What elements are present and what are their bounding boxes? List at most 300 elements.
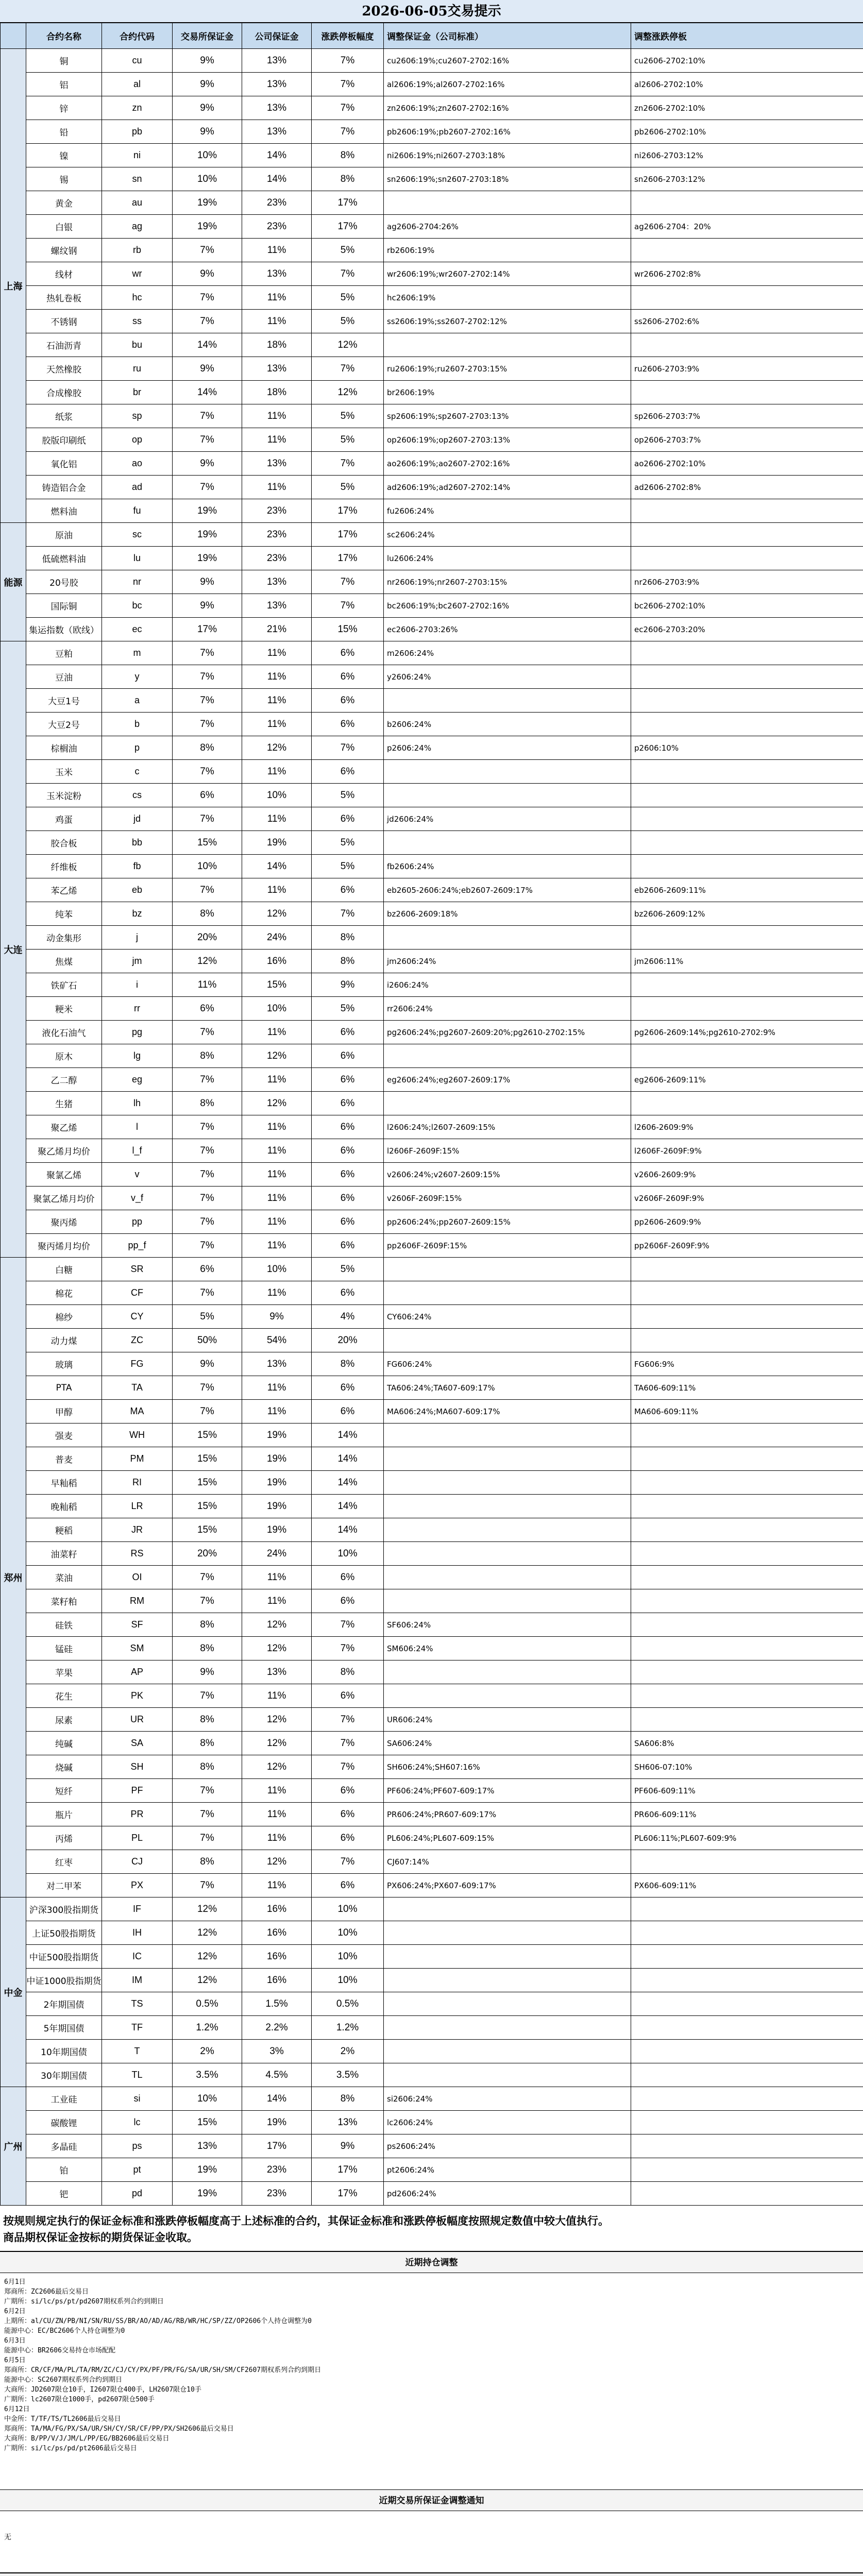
adjusted-margin-cell: cu2606:19%;cu2607-2702:16% [384,49,631,73]
limit-cell: 6% [312,1021,384,1044]
contract-name-cell: 玉米 [26,760,102,784]
table-row [1,1755,863,1779]
exchange-margin-cell: 7% [173,760,242,784]
exchange-margin-cell: 7% [173,1281,242,1305]
company-margin-cell: 11% [242,1187,312,1210]
exchange-margin-cell: 12% [173,950,242,973]
adjusted-margin-cell: m2606:24% [384,641,631,665]
company-margin-cell: 9% [242,1305,312,1329]
exchange-margin-cell: 10% [173,167,242,191]
contract-code-cell: p [102,736,173,760]
contract-name-cell: 锡 [26,167,102,191]
exchange-margin-cell: 9% [173,1352,242,1376]
exchange-margin-cell: 19% [173,2158,242,2182]
limit-cell: 7% [312,452,384,476]
adjusted-margin-cell [384,1589,631,1613]
recent-line: 能源中心：BR2606交易持仓市场配配 [4,2347,115,2354]
adjusted-limit-cell: wr2606-2702:8% [631,262,863,286]
exchange-margin-cell: 7% [173,1826,242,1850]
table-row [1,1992,863,2016]
adjusted-margin-cell: ru2606:19%;ru2607-2703:15% [384,357,631,381]
adjusted-margin-cell: br2606:19% [384,381,631,404]
adjusted-margin-cell: PX606:24%;PX607-609:17% [384,1874,631,1897]
table-row [1,333,863,357]
exchange-margin-cell: 7% [173,1779,242,1803]
adjusted-limit-cell [631,1423,863,1447]
table-row [1,1921,863,1945]
contract-code-cell: l_f [102,1139,173,1163]
limit-cell: 7% [312,1613,384,1637]
exchange-margin-cell: 11% [173,973,242,997]
contract-code-cell: rb [102,239,173,262]
adjusted-margin-cell [384,760,631,784]
adjusted-limit-cell: eg2606-2609:11% [631,1068,863,1092]
exchange-margin-cell: 8% [173,1708,242,1732]
company-margin-cell: 13% [242,49,312,73]
limit-cell: 6% [312,665,384,689]
header-contract-name: 合约名称 [26,23,102,49]
adjusted-limit-cell: ao2606-2702:10% [631,452,863,476]
exchange-margin-cell: 14% [173,381,242,404]
exchange-margin-cell: 7% [173,1803,242,1826]
contract-code-cell: T [102,2040,173,2063]
contract-code-cell: PL [102,1826,173,1850]
exchange-margin-cell: 19% [173,523,242,547]
contract-code-cell: eb [102,878,173,902]
exchange-margin-cell: 7% [173,1566,242,1589]
exchange-margin-cell: 19% [173,547,242,570]
contract-code-cell: UR [102,1708,173,1732]
limit-cell: 6% [312,1092,384,1115]
adjusted-limit-cell [631,973,863,997]
table-row [1,1305,863,1329]
contract-code-cell: PK [102,1684,173,1708]
contract-name-cell: 棉纱 [26,1305,102,1329]
company-margin-cell: 19% [242,831,312,855]
exchange-margin-cell: 12% [173,1945,242,1969]
adjusted-margin-cell: pt2606:24% [384,2158,631,2182]
exchange-margin-cell: 7% [173,239,242,262]
adjusted-margin-cell: sc2606:24% [384,523,631,547]
exchange-name-cell: 郑州 [1,1258,26,1897]
adjusted-limit-cell [631,381,863,404]
limit-cell: 10% [312,1921,384,1945]
exchange-margin-cell: 6% [173,1258,242,1281]
adjusted-limit-cell: pp2606-2609:9% [631,1210,863,1234]
adjusted-margin-cell: sn2606:19%;sn2607-2703:18% [384,167,631,191]
limit-cell: 8% [312,1352,384,1376]
table-row [1,239,863,262]
table-row [1,855,863,878]
limit-cell: 13% [312,2111,384,2134]
contract-code-cell: sn [102,167,173,191]
contract-name-cell: 30年期国债 [26,2063,102,2087]
limit-cell: 14% [312,1471,384,1495]
contract-code-cell: c [102,760,173,784]
company-margin-cell: 16% [242,1897,312,1921]
adjusted-limit-cell: bc2606-2702:10% [631,594,863,618]
contract-name-cell: 苹果 [26,1660,102,1684]
contract-code-cell: zn [102,96,173,120]
exchange-margin-cell: 7% [173,1139,242,1163]
exchange-margin-cell: 7% [173,428,242,452]
header-exchange-margin: 交易所保证金 [173,23,242,49]
company-margin-cell: 13% [242,357,312,381]
limit-cell: 7% [312,1755,384,1779]
adjusted-limit-cell: ss2606-2702:6% [631,310,863,333]
contract-name-cell: 红枣 [26,1850,102,1874]
table-row [1,1115,863,1139]
recent-line: 上期所：al/CU/ZN/PB/NI/SN/RU/SS/BR/AO/AD/AG/RB/WR/HC/SP/ZZ/OP2606个人持仓调整为0 [4,2317,312,2325]
limit-cell: 6% [312,1826,384,1850]
header-limit: 涨跌停板幅度 [312,23,384,49]
table-row [1,49,863,73]
table-row [1,1139,863,1163]
note-line: 按规则规定执行的保证金标准和涨跌停板幅度高于上述标准的合约，其保证金标准和涨跌停板幅度按照规定数值中较大值执行。 [3,2214,609,2227]
limit-cell: 8% [312,1660,384,1684]
company-margin-cell: 23% [242,2182,312,2206]
adjusted-margin-cell [384,2063,631,2087]
exchange-margin-cell: 7% [173,665,242,689]
adjusted-margin-cell: l2606:24%;l2607-2609:15% [384,1115,631,1139]
exchange-margin-cell: 8% [173,736,242,760]
contract-code-cell: br [102,381,173,404]
exchange-margin-cell: 19% [173,2182,242,2206]
limit-cell: 17% [312,523,384,547]
contract-name-cell: 乙二醇 [26,1068,102,1092]
limit-cell: 3.5% [312,2063,384,2087]
adjusted-limit-cell [631,2134,863,2158]
adjusted-margin-cell: b2606:24% [384,713,631,736]
adjusted-margin-cell [384,1281,631,1305]
limit-cell: 6% [312,878,384,902]
company-margin-cell: 13% [242,73,312,96]
limit-cell: 10% [312,1542,384,1566]
adjusted-limit-cell: pg2606-2609:14%;pg2610-2702:9% [631,1021,863,1044]
margin-notice-body: 无 [0,2511,863,2573]
adjusted-limit-cell [631,1471,863,1495]
contract-code-cell: SM [102,1637,173,1660]
company-margin-cell: 14% [242,144,312,167]
table-row [1,1210,863,1234]
exchange-margin-cell: 7% [173,1068,242,1092]
contract-code-cell: TS [102,1992,173,2016]
adjusted-limit-cell: sn2606-2703:12% [631,167,863,191]
exchange-margin-cell: 15% [173,1423,242,1447]
adjusted-margin-cell: ss2606:19%;ss2607-2702:12% [384,310,631,333]
adjusted-limit-cell: TA606-609:11% [631,1376,863,1400]
table-row [1,713,863,736]
contract-code-cell: bc [102,594,173,618]
adjusted-margin-cell: fb2606:24% [384,855,631,878]
company-margin-cell: 11% [242,1234,312,1258]
table-row [1,570,863,594]
company-margin-cell: 18% [242,333,312,357]
adjusted-limit-cell: zn2606-2702:10% [631,96,863,120]
company-margin-cell: 11% [242,878,312,902]
exchange-margin-cell: 8% [173,1732,242,1755]
adjusted-margin-cell: CY606:24% [384,1305,631,1329]
adjusted-limit-cell [631,2158,863,2182]
limit-cell: 5% [312,239,384,262]
company-margin-cell: 13% [242,262,312,286]
adjusted-margin-cell: jd2606:24% [384,807,631,831]
exchange-margin-cell: 7% [173,641,242,665]
limit-cell: 7% [312,262,384,286]
table-row [1,215,863,239]
table-row [1,950,863,973]
contract-name-cell: 工业硅 [26,2087,102,2111]
adjusted-margin-cell: zn2606:19%;zn2607-2702:16% [384,96,631,120]
contract-name-cell: 锰硅 [26,1637,102,1660]
adjusted-margin-cell [384,784,631,807]
limit-cell: 6% [312,1589,384,1613]
contract-code-cell: pd [102,2182,173,2206]
adjusted-margin-cell: pd2606:24% [384,2182,631,2206]
adjusted-margin-cell [384,191,631,215]
limit-cell: 9% [312,2134,384,2158]
company-margin-cell: 12% [242,902,312,926]
company-margin-cell: 11% [242,1779,312,1803]
exchange-margin-cell: 8% [173,902,242,926]
adjusted-margin-cell: nr2606:19%;nr2607-2703:15% [384,570,631,594]
adjusted-limit-cell [631,689,863,713]
adjusted-margin-cell [384,1542,631,1566]
table-row [1,878,863,902]
exchange-margin-cell: 9% [173,1660,242,1684]
adjusted-margin-cell: si2606:24% [384,2087,631,2111]
contract-code-cell: lc [102,2111,173,2134]
adjusted-limit-cell [631,286,863,310]
company-margin-cell: 13% [242,96,312,120]
margin-notice-title: 近期交易所保证金调整通知 [0,2489,863,2511]
adjusted-limit-cell [631,2111,863,2134]
exchange-margin-cell: 7% [173,404,242,428]
limit-cell: 17% [312,2158,384,2182]
table-row [1,902,863,926]
contract-code-cell: TF [102,2016,173,2040]
table-row [1,594,863,618]
adjusted-limit-cell: nr2606-2703:9% [631,570,863,594]
limit-cell: 8% [312,926,384,950]
page-title: 2026-06-05交易提示 [0,0,863,23]
exchange-margin-cell: 19% [173,191,242,215]
table-row [1,1518,863,1542]
limit-cell: 9% [312,973,384,997]
contract-code-cell: ag [102,215,173,239]
company-margin-cell: 11% [242,807,312,831]
contract-name-cell: 豆油 [26,665,102,689]
company-margin-cell: 23% [242,215,312,239]
contract-name-cell: 液化石油气 [26,1021,102,1044]
contract-code-cell: TL [102,2063,173,2087]
recent-line: 广期所：si/lc/ps/pt/pd2607期权系列合约到期日 [4,2298,164,2306]
limit-cell: 7% [312,357,384,381]
contract-code-cell: op [102,428,173,452]
exchange-margin-cell: 7% [173,1210,242,1234]
company-margin-cell: 12% [242,1732,312,1755]
exchange-margin-cell: 7% [173,1376,242,1400]
table-row [1,1779,863,1803]
company-margin-cell: 11% [242,1803,312,1826]
table-row [1,926,863,950]
adjusted-margin-cell: pg2606:24%;pg2607-2609:20%;pg2610-2702:15% [384,1021,631,1044]
contract-code-cell: fb [102,855,173,878]
limit-cell: 6% [312,1376,384,1400]
contract-code-cell: jm [102,950,173,973]
table-row [1,1044,863,1068]
table-row [1,1874,863,1897]
recent-line: 广期所：si/lc/ps/pd/pt2606最后交易日 [4,2445,137,2452]
contract-name-cell: PTA [26,1376,102,1400]
exchange-margin-cell: 12% [173,1969,242,1992]
table-row [1,2063,863,2087]
contract-name-cell: 10年期国债 [26,2040,102,2063]
contract-code-cell: PM [102,1447,173,1471]
contract-code-cell: ao [102,452,173,476]
table-row [1,1187,863,1210]
contract-name-cell: 普麦 [26,1447,102,1471]
table-row [1,523,863,547]
contract-name-cell: 镍 [26,144,102,167]
limit-cell: 7% [312,902,384,926]
limit-cell: 6% [312,1044,384,1068]
adjusted-limit-cell [631,2063,863,2087]
company-margin-cell: 13% [242,1660,312,1684]
company-margin-cell: 11% [242,665,312,689]
adjusted-margin-cell: PF606:24%;PF607-609:17% [384,1779,631,1803]
contract-name-cell: 胶版印刷纸 [26,428,102,452]
adjusted-margin-cell: pb2606:19%;pb2607-2702:16% [384,120,631,144]
company-margin-cell: 23% [242,2158,312,2182]
adjusted-margin-cell: p2606:24% [384,736,631,760]
adjusted-margin-cell: bz2606-2609:18% [384,902,631,926]
exchange-margin-cell: 9% [173,120,242,144]
adjusted-limit-cell [631,1542,863,1566]
contract-code-cell: pb [102,120,173,144]
table-row [1,286,863,310]
contract-name-cell: 聚丙烯月均价 [26,1234,102,1258]
limit-cell: 10% [312,1897,384,1921]
header-adjusted-margin: 调整保证金（公司标准） [384,23,631,49]
adjusted-margin-cell [384,1945,631,1969]
company-margin-cell: 19% [242,2111,312,2134]
contract-name-cell: 20号胶 [26,570,102,594]
adjusted-margin-cell [384,1660,631,1684]
exchange-margin-cell: 15% [173,1471,242,1495]
limit-cell: 7% [312,736,384,760]
limit-cell: 2% [312,2040,384,2063]
table-row [1,499,863,523]
contract-name-cell: 铅 [26,120,102,144]
adjusted-margin-cell [384,831,631,855]
table-row [1,1021,863,1044]
limit-cell: 14% [312,1518,384,1542]
exchange-margin-cell: 3.5% [173,2063,242,2087]
contract-code-cell: CJ [102,1850,173,1874]
adjusted-margin-cell [384,1423,631,1447]
contract-code-cell: ps [102,2134,173,2158]
table-row [1,1281,863,1305]
adjusted-margin-cell: pp2606:24%;pp2607-2609:15% [384,1210,631,1234]
company-margin-cell: 13% [242,594,312,618]
company-margin-cell: 16% [242,1945,312,1969]
exchange-name-cell: 广州 [1,2087,26,2206]
adjusted-limit-cell [631,1708,863,1732]
company-margin-cell: 19% [242,1447,312,1471]
company-margin-cell: 11% [242,1684,312,1708]
adjusted-limit-cell [631,1945,863,1969]
exchange-margin-cell: 15% [173,2111,242,2134]
limit-cell: 8% [312,144,384,167]
contract-name-cell: 鸡蛋 [26,807,102,831]
contract-code-cell: sc [102,523,173,547]
adjusted-margin-cell: op2606:19%;op2607-2703:13% [384,428,631,452]
table-row [1,2111,863,2134]
company-margin-cell: 10% [242,784,312,807]
table-row [1,973,863,997]
exchange-margin-cell: 7% [173,1400,242,1423]
exchange-margin-cell: 10% [173,144,242,167]
exchange-margin-cell: 19% [173,499,242,523]
adjusted-margin-cell: SM606:24% [384,1637,631,1660]
exchange-margin-cell: 15% [173,1495,242,1518]
adjusted-limit-cell: ec2606-2703:20% [631,618,863,641]
adjusted-margin-cell: ag2606-2704:26% [384,215,631,239]
contract-name-cell: 燃料油 [26,499,102,523]
contract-code-cell: hc [102,286,173,310]
contract-name-cell: 原木 [26,1044,102,1068]
company-margin-cell: 12% [242,1092,312,1115]
adjusted-limit-cell [631,1969,863,1992]
adjusted-limit-cell: pp2606F-2609F:9% [631,1234,863,1258]
adjusted-limit-cell [631,855,863,878]
exchange-margin-cell: 12% [173,1897,242,1921]
limit-cell: 5% [312,997,384,1021]
contract-name-cell: 花生 [26,1684,102,1708]
exchange-margin-cell: 8% [173,1092,242,1115]
company-margin-cell: 18% [242,381,312,404]
adjusted-limit-cell [631,1518,863,1542]
adjusted-margin-cell [384,1495,631,1518]
exchange-margin-cell: 7% [173,286,242,310]
adjusted-limit-cell [631,1044,863,1068]
contract-name-cell: 热轧卷板 [26,286,102,310]
limit-cell: 7% [312,1850,384,1874]
contract-name-cell: 短纤 [26,1779,102,1803]
company-margin-cell: 11% [242,760,312,784]
exchange-margin-cell: 7% [173,1187,242,1210]
adjusted-limit-cell [631,523,863,547]
contract-code-cell: nr [102,570,173,594]
company-margin-cell: 12% [242,1044,312,1068]
company-margin-cell: 17% [242,2134,312,2158]
company-margin-cell: 13% [242,570,312,594]
table-row [1,618,863,641]
contract-code-cell: AP [102,1660,173,1684]
exchange-margin-cell: 9% [173,49,242,73]
adjusted-limit-cell: al2606-2702:10% [631,73,863,96]
exchange-margin-cell: 7% [173,310,242,333]
contract-code-cell: IC [102,1945,173,1969]
adjusted-limit-cell [631,333,863,357]
adjusted-limit-cell: ni2606-2703:12% [631,144,863,167]
table-row [1,1163,863,1187]
limit-cell: 6% [312,1874,384,1897]
company-margin-cell: 11% [242,1068,312,1092]
contract-code-cell: JR [102,1518,173,1542]
exchange-margin-cell: 19% [173,215,242,239]
